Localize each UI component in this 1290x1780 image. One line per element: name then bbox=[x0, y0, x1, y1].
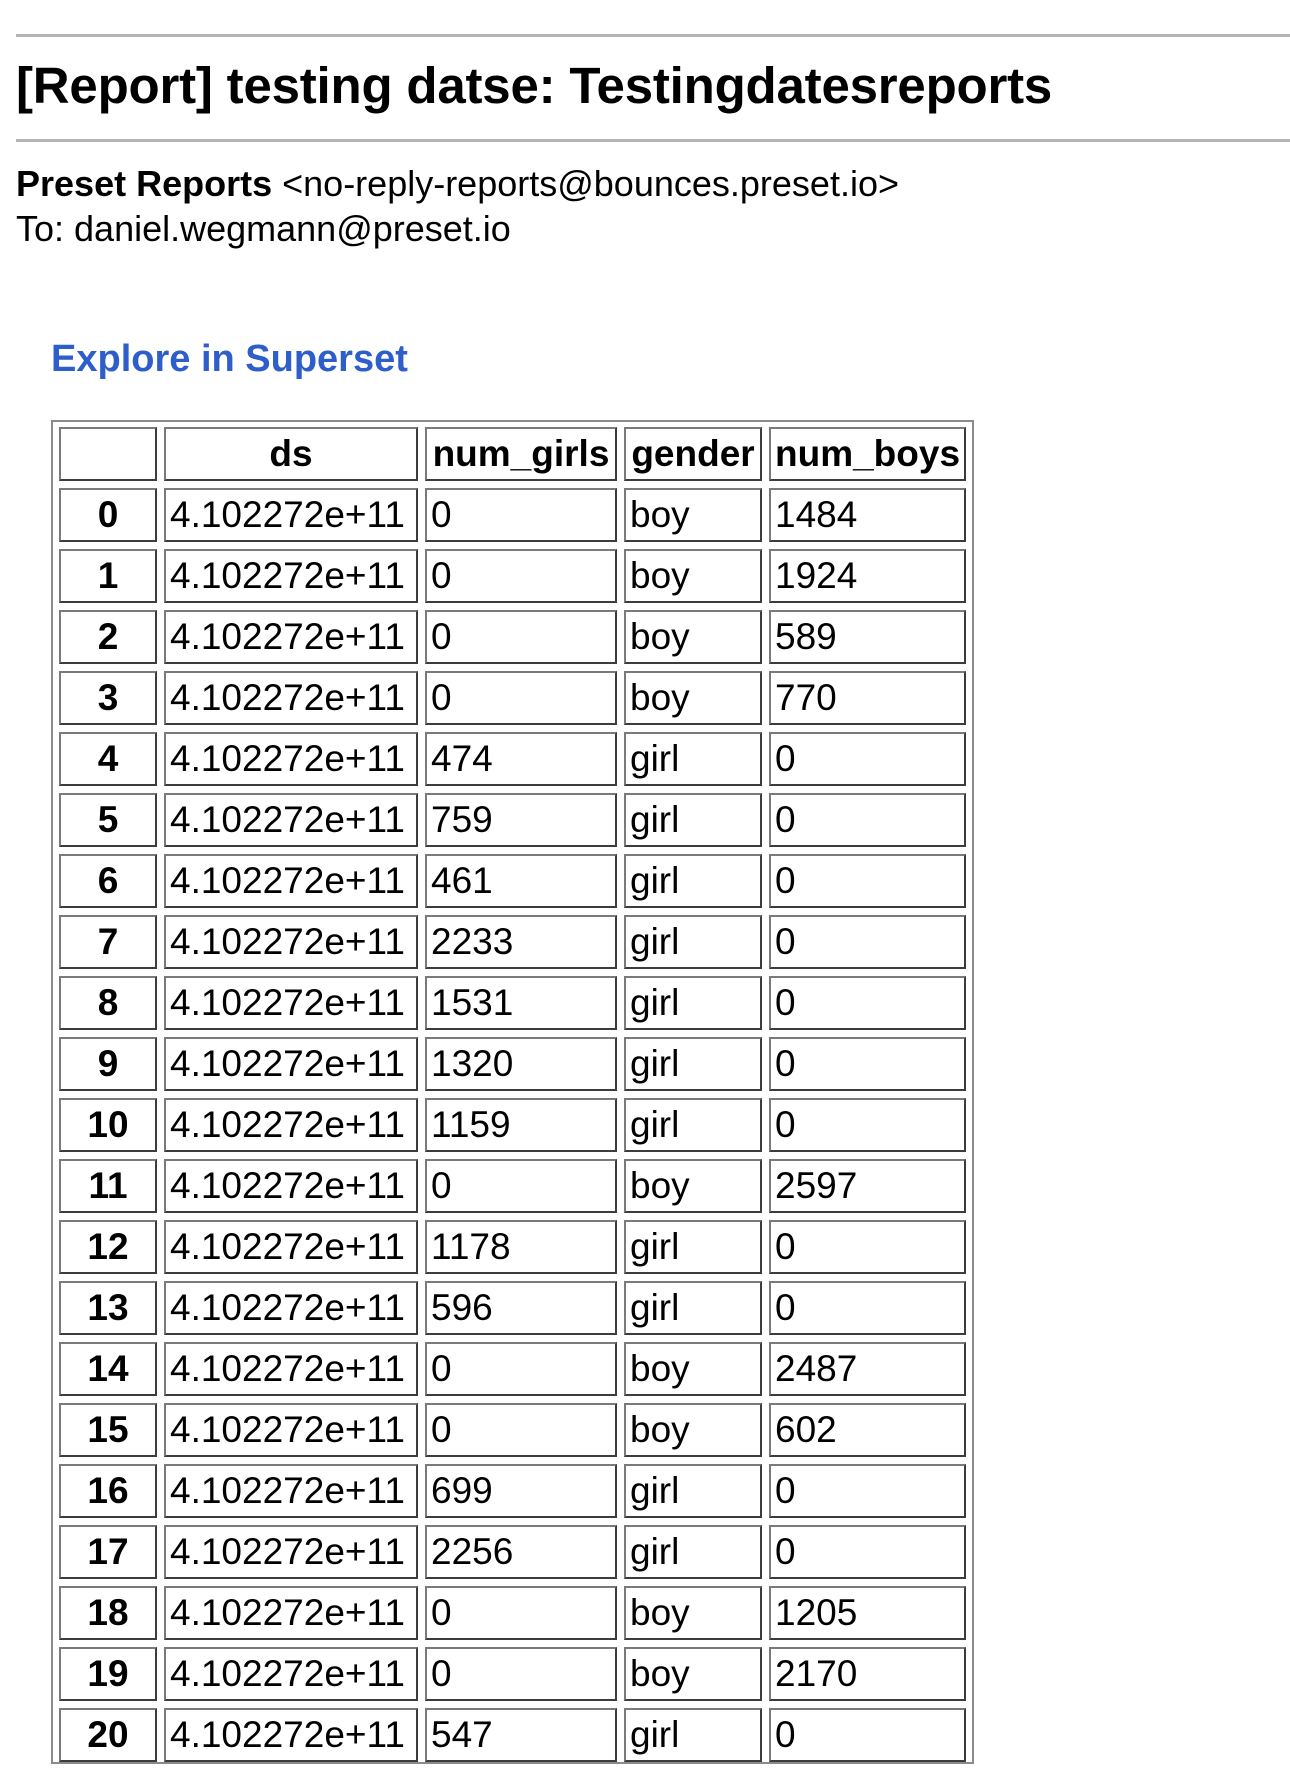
row-index-cell: 2 bbox=[59, 610, 157, 664]
ds-cell: 4.102272e+11 bbox=[164, 854, 418, 908]
gender-cell: girl bbox=[624, 732, 762, 786]
ds-cell: 4.102272e+11 bbox=[164, 1159, 418, 1213]
num-boys-cell: 1484 bbox=[769, 488, 966, 542]
num-girls-cell: 474 bbox=[425, 732, 617, 786]
row-index-cell: 4 bbox=[59, 732, 157, 786]
column-header-num-boys: num_boys bbox=[769, 427, 966, 481]
ds-cell: 4.102272e+11 bbox=[164, 1586, 418, 1640]
ds-cell: 4.102272e+11 bbox=[164, 610, 418, 664]
table-row bbox=[59, 1464, 966, 1518]
num-boys-cell: 0 bbox=[769, 854, 966, 908]
table-row bbox=[59, 1220, 966, 1274]
header-divider bbox=[16, 139, 1290, 142]
num-girls-cell: 0 bbox=[425, 1403, 617, 1457]
row-index-cell: 6 bbox=[59, 854, 157, 908]
num-girls-cell: 0 bbox=[425, 610, 617, 664]
row-index-cell: 0 bbox=[59, 488, 157, 542]
num-boys-cell: 0 bbox=[769, 1281, 966, 1335]
gender-cell: boy bbox=[624, 671, 762, 725]
num-boys-cell: 770 bbox=[769, 671, 966, 725]
table-row bbox=[59, 1586, 966, 1640]
gender-cell: girl bbox=[624, 1220, 762, 1274]
gender-cell: girl bbox=[624, 976, 762, 1030]
num-girls-cell: 0 bbox=[425, 1586, 617, 1640]
table-row bbox=[59, 1708, 966, 1762]
num-girls-cell: 1531 bbox=[425, 976, 617, 1030]
table-row bbox=[59, 549, 966, 603]
table-row bbox=[59, 1037, 966, 1091]
ds-cell: 4.102272e+11 bbox=[164, 671, 418, 725]
table-row bbox=[59, 610, 966, 664]
row-index-cell: 7 bbox=[59, 915, 157, 969]
row-index-cell: 20 bbox=[59, 1708, 157, 1762]
table-header-row bbox=[59, 427, 966, 481]
email-subject: [Report] testing datse: Testingdatesreports bbox=[16, 57, 1053, 114]
gender-cell: girl bbox=[624, 1281, 762, 1335]
column-header-index bbox=[59, 427, 157, 481]
table-row bbox=[59, 1159, 966, 1213]
num-girls-cell: 1159 bbox=[425, 1098, 617, 1152]
row-index-cell: 11 bbox=[59, 1159, 157, 1213]
num-girls-cell: 1178 bbox=[425, 1220, 617, 1274]
num-boys-cell: 0 bbox=[769, 1037, 966, 1091]
num-boys-cell: 0 bbox=[769, 976, 966, 1030]
gender-cell: girl bbox=[624, 793, 762, 847]
num-boys-cell: 0 bbox=[769, 732, 966, 786]
row-index-cell: 19 bbox=[59, 1647, 157, 1701]
row-index-cell: 16 bbox=[59, 1464, 157, 1518]
row-index-cell: 3 bbox=[59, 671, 157, 725]
row-index-cell: 13 bbox=[59, 1281, 157, 1335]
row-index-cell: 9 bbox=[59, 1037, 157, 1091]
gender-cell: girl bbox=[624, 1708, 762, 1762]
gender-cell: girl bbox=[624, 915, 762, 969]
gender-cell: boy bbox=[624, 1647, 762, 1701]
num-girls-cell: 2233 bbox=[425, 915, 617, 969]
report-table bbox=[52, 420, 973, 1769]
report-table-container bbox=[51, 420, 974, 1764]
row-index-cell: 10 bbox=[59, 1098, 157, 1152]
num-girls-cell: 0 bbox=[425, 1342, 617, 1396]
column-header-num-girls: num_girls bbox=[425, 427, 617, 481]
gender-cell: boy bbox=[624, 488, 762, 542]
num-girls-cell: 547 bbox=[425, 1708, 617, 1762]
table-row bbox=[59, 732, 966, 786]
table-body bbox=[59, 488, 966, 1762]
table-row bbox=[59, 671, 966, 725]
gender-cell: girl bbox=[624, 854, 762, 908]
num-girls-cell: 0 bbox=[425, 1647, 617, 1701]
row-index-cell: 17 bbox=[59, 1525, 157, 1579]
gender-cell: boy bbox=[624, 610, 762, 664]
num-boys-cell: 0 bbox=[769, 1708, 966, 1762]
table-row bbox=[59, 1525, 966, 1579]
num-girls-cell: 0 bbox=[425, 671, 617, 725]
num-girls-cell: 1320 bbox=[425, 1037, 617, 1091]
num-boys-cell: 2170 bbox=[769, 1647, 966, 1701]
ds-cell: 4.102272e+11 bbox=[164, 976, 418, 1030]
email-from-line bbox=[16, 163, 899, 205]
ds-cell: 4.102272e+11 bbox=[164, 1403, 418, 1457]
gender-cell: girl bbox=[624, 1098, 762, 1152]
ds-cell: 4.102272e+11 bbox=[164, 1525, 418, 1579]
ds-cell: 4.102272e+11 bbox=[164, 1037, 418, 1091]
row-index-cell: 14 bbox=[59, 1342, 157, 1396]
ds-cell: 4.102272e+11 bbox=[164, 549, 418, 603]
num-boys-cell: 0 bbox=[769, 1098, 966, 1152]
table-row bbox=[59, 1403, 966, 1457]
num-girls-cell: 0 bbox=[425, 549, 617, 603]
gender-cell: boy bbox=[624, 1159, 762, 1213]
num-boys-cell: 0 bbox=[769, 1220, 966, 1274]
num-boys-cell: 0 bbox=[769, 793, 966, 847]
ds-cell: 4.102272e+11 bbox=[164, 1281, 418, 1335]
table-row bbox=[59, 915, 966, 969]
ds-cell: 4.102272e+11 bbox=[164, 732, 418, 786]
num-boys-cell: 0 bbox=[769, 1464, 966, 1518]
table-row bbox=[59, 1098, 966, 1152]
ds-cell: 4.102272e+11 bbox=[164, 488, 418, 542]
table-row bbox=[59, 976, 966, 1030]
ds-cell: 4.102272e+11 bbox=[164, 1464, 418, 1518]
header-top-divider bbox=[16, 34, 1290, 37]
explore-in-superset-link[interactable]: Explore in Superset bbox=[51, 338, 408, 380]
sender-address[interactable]: <no-reply-reports@bounces.preset.io> bbox=[282, 163, 899, 204]
ds-cell: 4.102272e+11 bbox=[164, 793, 418, 847]
row-index-cell: 18 bbox=[59, 1586, 157, 1640]
email-to-line: To: daniel.wegmann@preset.io bbox=[16, 208, 511, 249]
gender-cell: boy bbox=[624, 1342, 762, 1396]
table-row bbox=[59, 793, 966, 847]
num-boys-cell: 1205 bbox=[769, 1586, 966, 1640]
num-girls-cell: 0 bbox=[425, 488, 617, 542]
num-girls-cell: 699 bbox=[425, 1464, 617, 1518]
column-header-gender: gender bbox=[624, 427, 762, 481]
table-header bbox=[59, 427, 966, 481]
row-index-cell: 1 bbox=[59, 549, 157, 603]
column-header-ds: ds bbox=[164, 427, 418, 481]
num-boys-cell: 2597 bbox=[769, 1159, 966, 1213]
gender-cell: girl bbox=[624, 1037, 762, 1091]
table-row bbox=[59, 488, 966, 542]
num-girls-cell: 0 bbox=[425, 1159, 617, 1213]
num-boys-cell: 602 bbox=[769, 1403, 966, 1457]
gender-cell: boy bbox=[624, 549, 762, 603]
row-index-cell: 5 bbox=[59, 793, 157, 847]
ds-cell: 4.102272e+11 bbox=[164, 915, 418, 969]
ds-cell: 4.102272e+11 bbox=[164, 1647, 418, 1701]
row-index-cell: 8 bbox=[59, 976, 157, 1030]
num-boys-cell: 1924 bbox=[769, 549, 966, 603]
row-index-cell: 12 bbox=[59, 1220, 157, 1274]
num-boys-cell: 2487 bbox=[769, 1342, 966, 1396]
num-girls-cell: 759 bbox=[425, 793, 617, 847]
num-boys-cell: 589 bbox=[769, 610, 966, 664]
ds-cell: 4.102272e+11 bbox=[164, 1098, 418, 1152]
num-boys-cell: 0 bbox=[769, 915, 966, 969]
num-girls-cell: 596 bbox=[425, 1281, 617, 1335]
table-row bbox=[59, 1342, 966, 1396]
ds-cell: 4.102272e+11 bbox=[164, 1342, 418, 1396]
gender-cell: boy bbox=[624, 1586, 762, 1640]
gender-cell: boy bbox=[624, 1403, 762, 1457]
table-row bbox=[59, 1647, 966, 1701]
ds-cell: 4.102272e+11 bbox=[164, 1708, 418, 1762]
num-girls-cell: 461 bbox=[425, 854, 617, 908]
table-row bbox=[59, 854, 966, 908]
gender-cell: girl bbox=[624, 1525, 762, 1579]
gender-cell: girl bbox=[624, 1464, 762, 1518]
ds-cell: 4.102272e+11 bbox=[164, 1220, 418, 1274]
num-girls-cell: 2256 bbox=[425, 1525, 617, 1579]
sender-name: Preset Reports bbox=[16, 163, 273, 204]
table-row bbox=[59, 1281, 966, 1335]
row-index-cell: 15 bbox=[59, 1403, 157, 1457]
num-boys-cell: 0 bbox=[769, 1525, 966, 1579]
